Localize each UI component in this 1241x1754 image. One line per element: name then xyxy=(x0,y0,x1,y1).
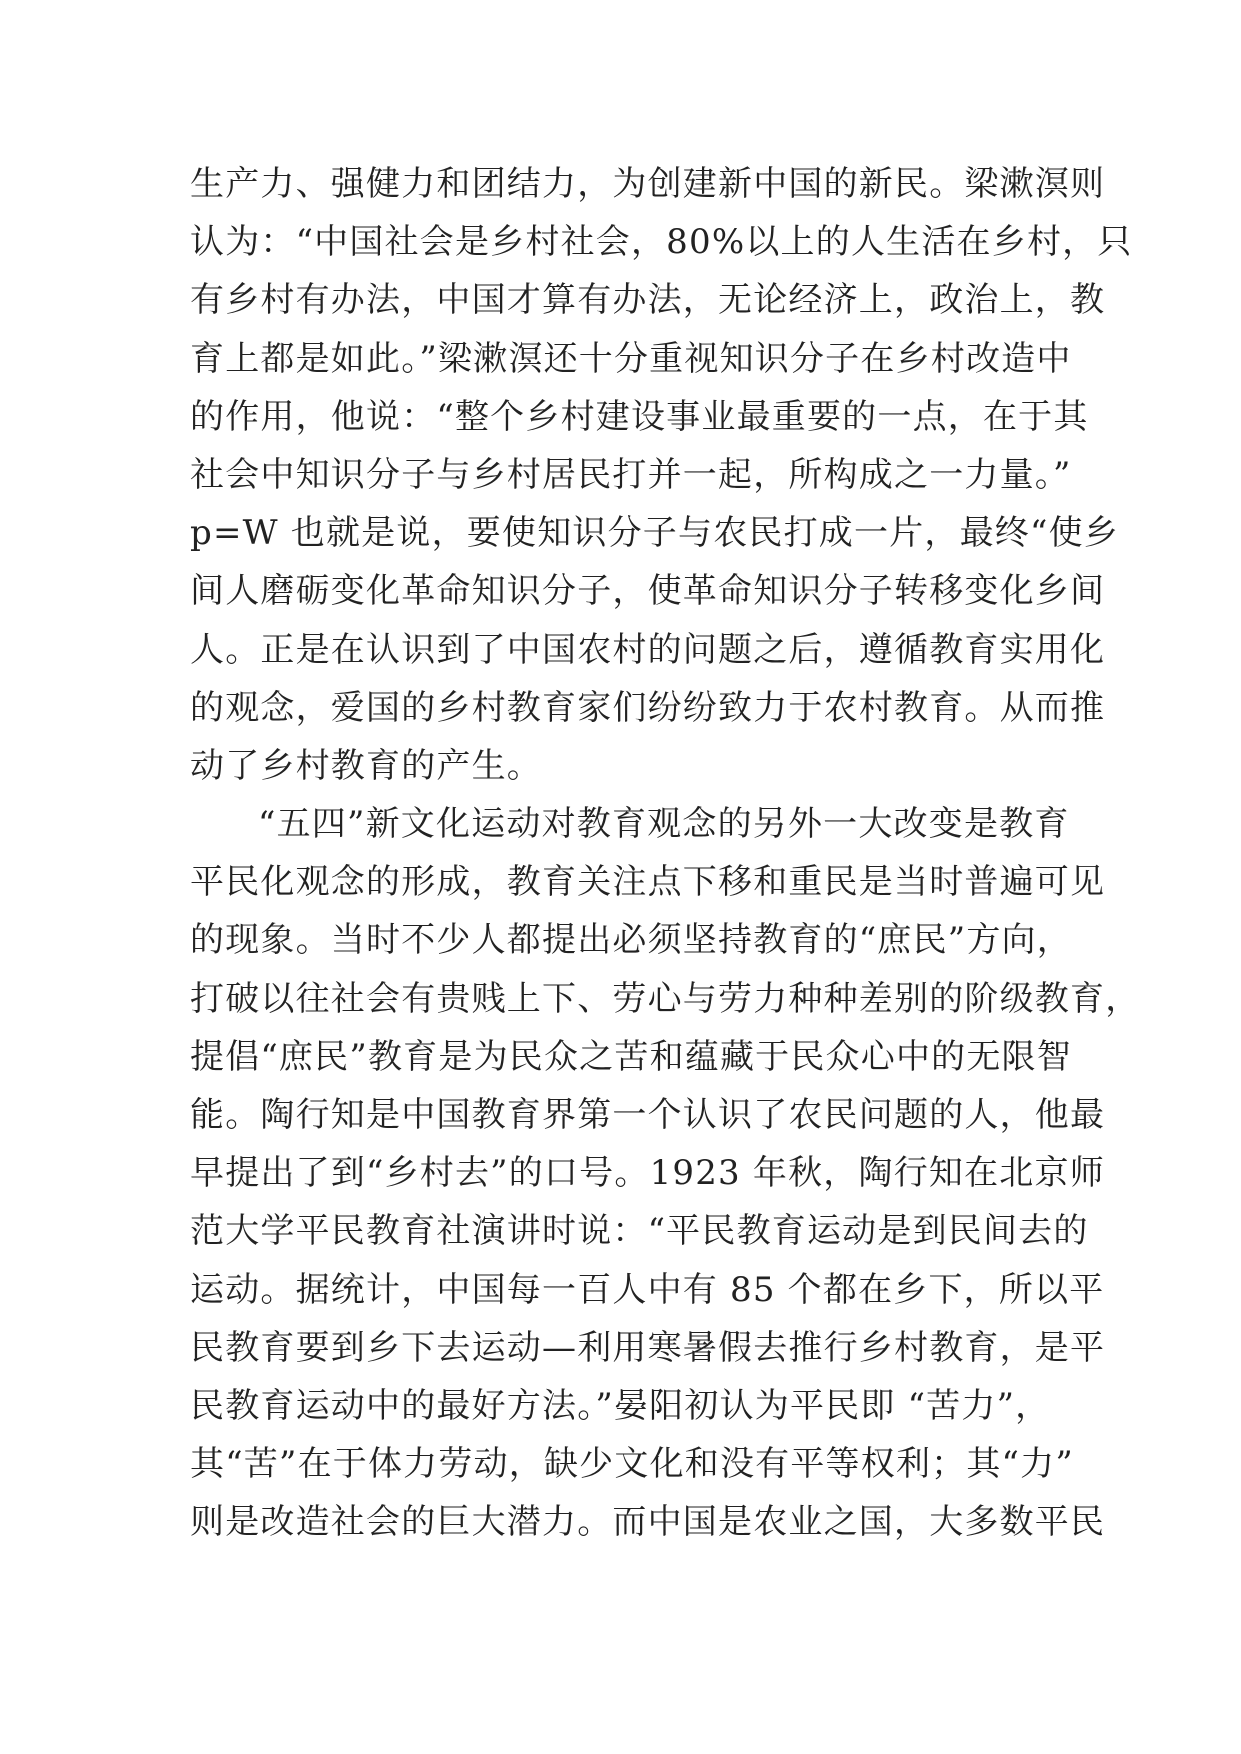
text-line: 其“苦”在于体力劳动，缺少文化和没有平等权利；其“力” xyxy=(190,1444,1074,1485)
body-text xyxy=(190,155,1141,1552)
text-line: 有乡村有办法，中国才算有办法，无论经济上，政治上，教 xyxy=(190,280,1106,321)
text-line: 间人磨砺变化革命知识分子，使革命知识分子转移变化乡间 xyxy=(190,571,1106,612)
text-line: p=W 也就是说，要使知识分子与农民打成一片，最终“使乡 xyxy=(190,513,1119,554)
text-line: 社会中知识分子与乡村居民打并一起，所构成之一力量。” xyxy=(190,454,1072,495)
text-line: 民教育要到乡下去运动—利用寒暑假去推行乡村教育，是平 xyxy=(190,1327,1106,1368)
text-line: 能。陶行知是中国教育界第一个认识了农民问题的人，他最 xyxy=(190,1095,1106,1135)
text-line: 育上都是如此。”梁漱溟还十分重视知识分子在乡村改造中 xyxy=(190,338,1072,379)
paragraph-first-line: “五四”新文化运动对教育观念的另外一大改变是教育 xyxy=(258,804,1070,845)
text-line: 早提出了到“乡村去”的口号。1923 年秋，陶行知在北京师 xyxy=(190,1153,1105,1194)
text-line: 认为：“中国社会是乡村社会，80%以上的人生活在乡村，只 xyxy=(190,222,1133,263)
text-line: 则是改造社会的巨大潜力。而中国是农业之国，大多数平民 xyxy=(190,1502,1106,1543)
text-line: 人。正是在认识到了中国农村的问题之后，遵循教育实用化 xyxy=(190,629,1106,670)
text-line: 平民化观念的形成，教育关注点下移和重民是当时普遍可见 xyxy=(190,862,1106,903)
text-line: 打破以往社会有贵贱上下、劳心与劳力种种差别的阶级教育， xyxy=(190,978,1141,1019)
text-line: 运动。据统计，中国每一百人中有 85 个都在乡下，所以平 xyxy=(190,1269,1105,1310)
text-line: 提倡“庶民”教育是为民众之苦和蕴藏于民众心中的无限智 xyxy=(190,1036,1072,1077)
text-line: 范大学平民教育社演讲时说：“平民教育运动是到民间去的 xyxy=(190,1211,1089,1252)
text-line: 生产力、强健力和团结力，为创建新中国的新民。梁漱溟则 xyxy=(190,164,1106,204)
text-line: 动了乡村教育的产生。 xyxy=(190,745,542,786)
text-line: 的观念，爱国的乡村教育家们纷纷致力于农村教育。从而推 xyxy=(190,687,1106,728)
text-line: 的作用，他说：“整个乡村建设事业最重要的一点，在于其 xyxy=(190,396,1089,437)
text-line: 民教育运动中的最好方法。”晏阳初认为平民即 “苦力”， xyxy=(190,1385,1051,1426)
text-line: 的现象。当时不少人都提出必须坚持教育的“庶民”方向， xyxy=(190,920,1072,961)
